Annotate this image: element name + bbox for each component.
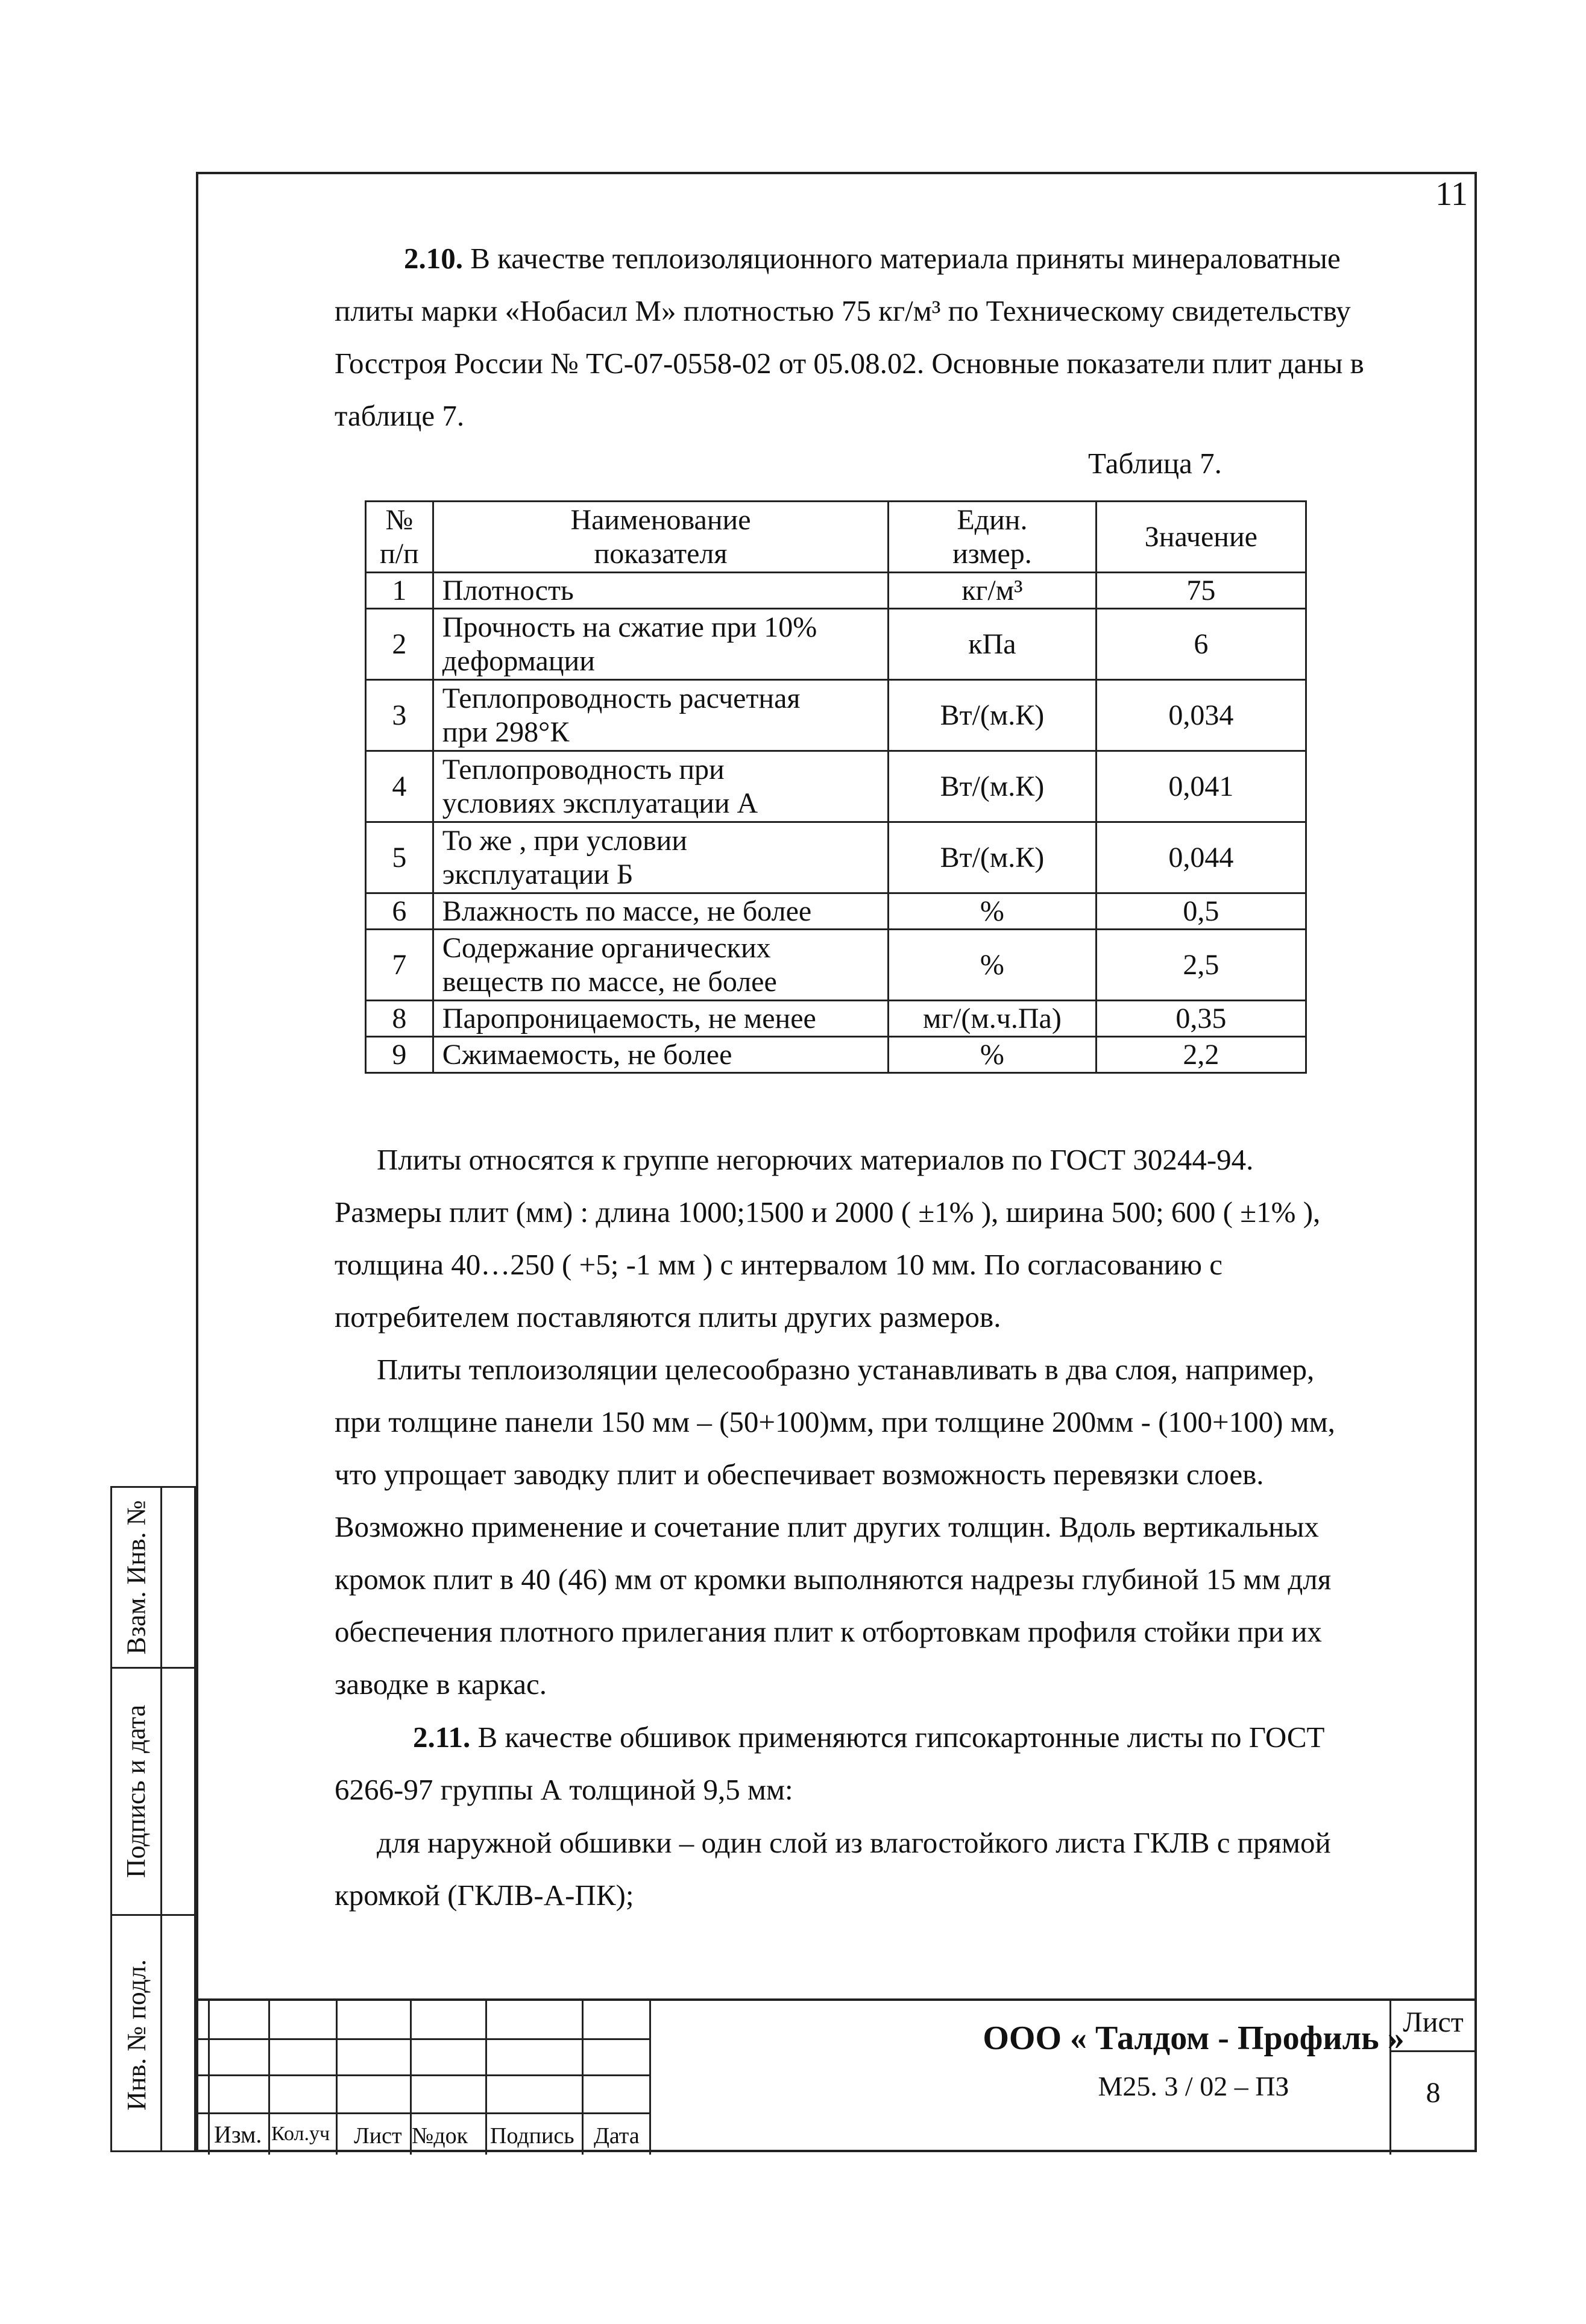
row-value: 0,5 bbox=[1096, 893, 1306, 930]
header-value: Значение bbox=[1096, 502, 1306, 573]
grid-line bbox=[336, 2001, 338, 2155]
section-2-10-line-4: таблице 7. bbox=[335, 399, 465, 432]
row-value: 6 bbox=[1096, 609, 1306, 680]
table-row bbox=[366, 680, 1306, 751]
side-label-vzam: Взам. Инв. № bbox=[121, 1500, 151, 1655]
row-value: 0,034 bbox=[1096, 680, 1306, 751]
properties-table bbox=[365, 500, 1307, 1074]
row-name: Паропроницаемость, не менее bbox=[433, 1001, 888, 1037]
table-row bbox=[366, 1037, 1306, 1073]
header-num: № п/п bbox=[366, 502, 433, 573]
paragraph-layers bbox=[335, 1343, 1420, 1710]
grid-line bbox=[582, 2001, 584, 2155]
row-name: Содержание органических веществ по массе, не более bbox=[433, 930, 888, 1001]
paragraph-line: Возможно применение и сочетание плит других толщин. Вдоль вертикальных bbox=[335, 1510, 1319, 1543]
side-label-podpis: Подпись и дата bbox=[121, 1704, 151, 1878]
section-2-11-line-2: 6266-97 группы А толщиной 9,5 мм: bbox=[335, 1773, 793, 1806]
header-name: Наименование показателя bbox=[433, 502, 888, 573]
paragraph-line: Плиты относятся к группе негорючих материалов по ГОСТ 30244-94. bbox=[377, 1143, 1254, 1176]
row-name: Влажность по массе, не более bbox=[433, 893, 888, 930]
paragraph-plates bbox=[335, 1133, 1420, 1343]
grid-line bbox=[649, 2001, 651, 2155]
table-row bbox=[366, 751, 1306, 822]
table-row bbox=[366, 1001, 1306, 1037]
row-unit: кг/м³ bbox=[889, 573, 1097, 609]
section-2-10-line-3: Госстроя России № ТС-07-0558-02 от 05.08.02. Основные показатели плит даны в bbox=[335, 347, 1364, 380]
row-value: 0,35 bbox=[1096, 1001, 1306, 1037]
paragraph-line: потребителем поставляются плиты других размеров. bbox=[335, 1300, 1001, 1334]
table-header-row bbox=[366, 502, 1306, 573]
row-value: 0,041 bbox=[1096, 751, 1306, 822]
paragraph-line: при толщине панели 150 мм – (50+100)мм, при толщине 200мм - (100+100) мм, bbox=[335, 1405, 1335, 1438]
row-name: Теплопроводность расчетная при 298°К bbox=[433, 680, 888, 751]
row-value: 2,2 bbox=[1096, 1037, 1306, 1073]
paragraph-line: заводке в каркас. bbox=[335, 1667, 547, 1701]
company-name: ООО « Талдом - Профиль » bbox=[983, 2020, 1405, 2057]
col-label-kol-uch: Кол.уч bbox=[271, 2123, 330, 2145]
row-number: 9 bbox=[366, 1037, 433, 1073]
table-row bbox=[366, 930, 1306, 1001]
row-number: 5 bbox=[366, 822, 433, 893]
side-label-inv: Инв. № подл. bbox=[121, 1959, 151, 2111]
section-2-11 bbox=[335, 1711, 1420, 1816]
table-row bbox=[366, 573, 1306, 609]
col-label-data: Дата bbox=[594, 2123, 640, 2149]
row-name: Прочность на сжатие при 10% деформации bbox=[433, 609, 888, 680]
row-number: 4 bbox=[366, 751, 433, 822]
side-stamp bbox=[110, 1486, 196, 2152]
document-code: М25. 3 / 02 – ПЗ bbox=[1098, 2071, 1289, 2102]
row-name: Сжимаемость, не более bbox=[433, 1037, 888, 1073]
table-row bbox=[366, 822, 1306, 893]
row-value: 0,044 bbox=[1096, 822, 1306, 893]
row-number: 6 bbox=[366, 893, 433, 930]
row-unit: % bbox=[889, 930, 1097, 1001]
row-unit: % bbox=[889, 1037, 1097, 1073]
row-name: Плотность bbox=[433, 573, 888, 609]
row-unit: кПа bbox=[889, 609, 1097, 680]
section-2-11-line-1: В качестве обшивок применяются гипсокартонные листы по ГОСТ bbox=[470, 1721, 1325, 1754]
row-number: 7 bbox=[366, 930, 433, 1001]
row-name: Теплопроводность при условиях эксплуатации А bbox=[433, 751, 888, 822]
grid-line bbox=[268, 2001, 270, 2155]
table-row bbox=[366, 609, 1306, 680]
row-number: 8 bbox=[366, 1001, 433, 1037]
sheet-label: Лист bbox=[1403, 2006, 1464, 2038]
section-2-11-number: 2.11. bbox=[413, 1721, 471, 1754]
header-unit: Един. измер. bbox=[889, 502, 1097, 573]
paragraph-line: что упрощает заводку плит и обеспечивает возможность перевязки слоев. bbox=[335, 1458, 1264, 1491]
row-value: 2,5 bbox=[1096, 930, 1306, 1001]
grid-line bbox=[485, 2001, 487, 2155]
paragraph-line: кромок плит в 40 (46) мм от кромки выполняются надрезы глубиной 15 мм для bbox=[335, 1563, 1332, 1596]
section-2-10-number: 2.10. bbox=[404, 242, 463, 275]
row-unit: Вт/(м.К) bbox=[889, 822, 1097, 893]
row-unit: Вт/(м.К) bbox=[889, 751, 1097, 822]
page-number: 11 bbox=[1435, 175, 1468, 213]
row-number: 1 bbox=[366, 573, 433, 609]
row-value: 75 bbox=[1096, 573, 1306, 609]
section-2-10-line-2: плиты марки «Нобасил М» плотностью 75 кг/м³ по Техническому свидетельству bbox=[335, 294, 1351, 327]
table-caption: Таблица 7. bbox=[1088, 447, 1222, 480]
col-label-list: Лист bbox=[354, 2123, 402, 2149]
paragraph-line: кромкой (ГКЛВ-А-ПК); bbox=[335, 1878, 634, 1912]
section-2-10 bbox=[335, 232, 1420, 442]
grid-line bbox=[208, 2001, 210, 2155]
row-unit: Вт/(м.К) bbox=[889, 680, 1097, 751]
col-label-izm: Изм. bbox=[214, 2121, 262, 2148]
paragraph-line: обеспечения плотного прилегания плит к отбортовкам профиля стойки при их bbox=[335, 1615, 1322, 1648]
row-unit: мг/(м.ч.Па) bbox=[889, 1001, 1097, 1037]
paragraph-outer-sheathing bbox=[335, 1816, 1420, 1921]
row-number: 3 bbox=[366, 680, 433, 751]
paragraph-line: для наружной обшивки – один слой из влагостойкого листа ГКЛВ с прямой bbox=[377, 1826, 1331, 1859]
table-row bbox=[366, 893, 1306, 930]
col-label-podpis: Подпись bbox=[490, 2123, 574, 2149]
col-label-ndok: №док bbox=[412, 2123, 468, 2149]
paragraph-line: толщина 40…250 ( +5; -1 мм ) с интервалом 10 мм. По согласованию с bbox=[335, 1248, 1223, 1281]
sheet-number: 8 bbox=[1426, 2077, 1441, 2109]
row-number: 2 bbox=[366, 609, 433, 680]
paragraph-line: Размеры плит (мм) : длина 1000;1500 и 2000 ( ±1% ), ширина 500; 600 ( ±1% ), bbox=[335, 1195, 1321, 1229]
row-unit: % bbox=[889, 893, 1097, 930]
row-name: То же , при условии эксплуатации Б bbox=[433, 822, 888, 893]
title-block bbox=[196, 1998, 1477, 2152]
paragraph-line: Плиты теплоизоляции целесообразно устанавливать в два слоя, например, bbox=[377, 1353, 1315, 1386]
section-2-10-line-1: В качестве теплоизоляционного материала приняты минераловатные bbox=[463, 242, 1341, 275]
